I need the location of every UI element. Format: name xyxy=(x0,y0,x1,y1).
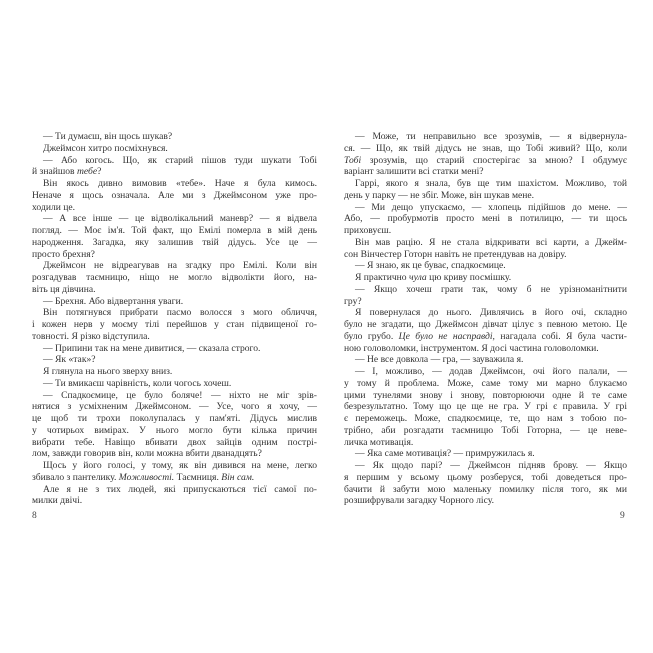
text-segment: і кожен нерв у моєму тілі перейшов у стан підвищеної го- xyxy=(32,319,317,330)
text-segment: Або, — пробурмотів просто мені в потилицю, — ти щось xyxy=(344,213,627,225)
text-line xyxy=(32,296,317,308)
text-segment: трібно, аби розгадати таємницю Тобі Готорна, — це неве- xyxy=(344,424,627,436)
text-line xyxy=(32,190,317,202)
text-segment: — Ми дещо упускаємо, — хлопець підійшов до мене. — xyxy=(355,201,627,213)
text-segment: нагадала собі. Я була части- xyxy=(494,330,628,342)
text-segment: народження. Загадка, яку залишив твій дідусь. Усе це — xyxy=(32,236,317,248)
text-segment: цими тунелями знову і знову, повторюючи одне й те саме xyxy=(344,389,627,401)
text-line xyxy=(32,260,317,272)
text-segment: милки двічі. xyxy=(32,495,83,507)
text-line xyxy=(32,272,317,284)
text-line xyxy=(344,401,627,413)
text-segment: — Яка саме мотивація? — примружилась я. xyxy=(355,448,535,460)
text-segment: Джеймсон не відреагував на згадку про Емілі. Коли він xyxy=(43,260,317,272)
text-line xyxy=(32,390,317,402)
text-line xyxy=(344,331,627,343)
text-segment: я першим у всьому цьому розберуся, тобі доведеться про- xyxy=(344,471,627,483)
text-line xyxy=(344,425,627,437)
text-line xyxy=(344,319,627,331)
text-line xyxy=(32,131,317,143)
text-line xyxy=(344,166,627,178)
text-line xyxy=(344,437,627,449)
text-line xyxy=(32,448,317,460)
text-line xyxy=(32,143,317,155)
text-segment: — Припини так на мене дивитися, — сказала строго. xyxy=(43,342,261,354)
text-segment: у чотирьох вимірах. У нього могло бути кілька причин xyxy=(32,424,317,436)
text-segment: розгадував таємницю, ніщо не могло відволікти його, на- xyxy=(32,272,317,283)
text-line xyxy=(344,249,627,261)
text-segment: бачити й забути мою маленьку помилку після того, як ми xyxy=(344,483,627,495)
text-line xyxy=(32,213,317,225)
text-line xyxy=(344,460,627,472)
text-segment: Він потягнувся прибрати пасмо волосся з мого обличчя, xyxy=(43,307,317,319)
text-line xyxy=(32,331,317,343)
text-segment: — Як щодо парі? — Джеймсон підняв брову. — Якщо xyxy=(355,460,627,471)
text-segment: — Не все довкола — гра, — зауважила я. xyxy=(355,354,524,366)
text-line xyxy=(344,378,627,390)
text-line xyxy=(344,260,627,272)
text-segment: Щось у його голосі, у тому, як він дивився на мене, легко xyxy=(43,460,317,471)
text-segment: сон Вінчестер Готорн навіть не претендував на довіру. xyxy=(344,248,567,260)
text-segment: й знайшов xyxy=(32,166,77,178)
text-line xyxy=(344,366,627,378)
text-segment: ? xyxy=(97,166,102,178)
text-segment: приховуєш. xyxy=(344,225,392,236)
text-line xyxy=(344,390,627,402)
text-line xyxy=(32,378,317,390)
text-segment: Я глянула на нього зверху вниз. xyxy=(43,366,173,377)
text-segment: безрезультатно. Тому що це ще не гра. У грі є правила. У грі xyxy=(344,401,627,413)
text-segment: це щоб ти трохи поколупалась у пам'яті. Дідусь мислив xyxy=(32,413,317,424)
text-segment: — Ти вмикаєш чарівність, коли чогось хочеш. xyxy=(43,377,232,389)
text-line xyxy=(344,284,627,296)
text-segment: — І, можливо, — додав Джеймсон, очі його палали, — xyxy=(355,366,627,377)
text-line xyxy=(344,354,627,366)
text-segment: віть ця дівчина. xyxy=(32,283,96,295)
text-segment: Гаррі, якого я знала, був ще тим шахістом. Можливо, той xyxy=(355,178,627,189)
text-line xyxy=(32,178,317,190)
text-line xyxy=(344,296,627,308)
text-segment: — Я знаю, як це буває, спадкоємице. xyxy=(355,260,506,272)
text-segment: день у парку — не збіг. Може, він шукав мене. xyxy=(344,189,535,201)
text-line xyxy=(32,484,317,496)
text-line xyxy=(344,448,627,460)
text-segment: — Ти думаєш, він щось шукав? xyxy=(43,131,173,142)
text-segment: — Як «так»? xyxy=(43,354,96,366)
page-number-right: 9 xyxy=(620,511,625,521)
text-segment: цю криву посмішку. xyxy=(426,272,512,283)
text-line xyxy=(32,472,317,484)
text-line xyxy=(344,307,627,319)
text-segment: Джеймсон хитро посміхнувся. xyxy=(43,142,168,154)
left-page-text xyxy=(32,131,317,507)
text-line xyxy=(344,131,627,143)
text-line xyxy=(344,155,627,167)
text-segment: вибрати тебе. Навіщо вбивати двох зайців одним пострі- xyxy=(32,436,317,448)
text-segment: розшифрували загадку Чорного лісу. xyxy=(344,495,494,507)
text-line xyxy=(344,495,627,507)
text-line xyxy=(344,413,627,425)
text-segment: є переможець. Може, спадкоємице, те, що нам з тобою по- xyxy=(344,413,627,424)
page-number-left: 8 xyxy=(32,511,37,521)
text-segment: нятися з усміхненим Джеймсоном. — Усе, чого я хочу, — xyxy=(32,401,317,413)
text-segment: личка мотивація. xyxy=(344,436,414,448)
text-line xyxy=(344,213,627,225)
text-line xyxy=(32,495,317,507)
text-line xyxy=(32,343,317,355)
text-segment: Він мав рацію. Я не стала відкривати всі карти, а Джейм- xyxy=(355,236,627,248)
text-segment: лом, завжди говорив він, коли можна вбити дванадцять? xyxy=(32,448,262,460)
text-line xyxy=(32,202,317,214)
italic-text: Це було не насправді, xyxy=(398,330,495,342)
text-segment: Таємниця. xyxy=(174,471,222,483)
text-segment: просто брехня? xyxy=(32,248,95,260)
text-segment: ною головоломки, інструментом. Я досі частина головоломки. xyxy=(344,342,599,354)
text-segment: Я повернулася до нього. Дивлячись в його очі, складно xyxy=(355,307,627,319)
italic-text: Можливості. xyxy=(118,471,175,483)
text-line xyxy=(344,178,627,190)
text-segment: Але я не з тих людей, які припускаються тієї самої по- xyxy=(43,483,317,495)
text-line xyxy=(344,202,627,214)
text-line xyxy=(32,425,317,437)
text-segment: Я практично xyxy=(355,272,410,283)
text-segment: — Якщо хочеш грати так, чому б не урізноманітнити xyxy=(355,283,627,295)
text-line xyxy=(32,155,317,167)
text-line xyxy=(32,401,317,413)
text-line xyxy=(344,343,627,355)
text-line xyxy=(344,237,627,249)
text-line xyxy=(32,437,317,449)
text-segment: зрозумів, що старий спостерігає за мною? І обдумує xyxy=(361,154,627,166)
text-line xyxy=(344,143,627,155)
text-segment: у тому й проблема. Може, саме тому ми марно блукаємо xyxy=(344,377,627,389)
text-segment: погляд. — Моє ім'я. Той факт, що Емілі померла в мій день xyxy=(32,225,317,236)
text-segment: — Може, ти неправильно все зрозумів, — я відвернула- xyxy=(355,131,627,142)
text-line xyxy=(32,166,317,178)
text-segment: — Спадкоємице, це було боляче! — ніхто не міг зрів- xyxy=(43,389,317,401)
text-line xyxy=(32,460,317,472)
text-segment: збивало з пантелику. xyxy=(32,471,119,483)
text-line xyxy=(344,472,627,484)
text-line xyxy=(344,272,627,284)
text-segment: гру? xyxy=(344,295,362,307)
text-segment: ся. — Що, як твій дідусь не знав, що Тобі живий? Що, коли xyxy=(344,142,627,154)
text-line xyxy=(344,225,627,237)
text-line xyxy=(32,307,317,319)
text-line xyxy=(32,413,317,425)
text-segment: ходили це. xyxy=(32,201,76,213)
text-line xyxy=(32,237,317,249)
italic-text: Він сам. xyxy=(221,471,255,483)
text-segment: було грубо. xyxy=(344,330,399,342)
italic-text: Тобі xyxy=(344,154,362,166)
text-segment: Він якось дивно вимовив «тебе». Наче я була кимось. xyxy=(43,178,317,189)
text-line xyxy=(344,190,627,202)
right-page-text xyxy=(344,131,627,507)
italic-text: тебе xyxy=(76,166,98,178)
text-line xyxy=(32,319,317,331)
text-line xyxy=(32,225,317,237)
text-line xyxy=(32,354,317,366)
text-line xyxy=(32,284,317,296)
text-segment: товності. Я різко відступила. xyxy=(32,330,150,342)
text-segment: було не згадати, що Джеймсон дівчат цілує з певною метою. Це xyxy=(344,319,627,330)
italic-text: чула xyxy=(409,272,427,283)
text-segment: Неначе я щось означала. Але ми з Джеймсоном уже про- xyxy=(32,189,317,201)
text-segment: — Або когось. Що, як старий пішов туди шукати Тобі xyxy=(43,154,317,166)
text-line xyxy=(344,484,627,496)
text-segment: — А все інше — це відволікальний маневр? — я відвела xyxy=(43,213,317,225)
text-segment: — Брехня. Або відвертання уваги. xyxy=(43,295,184,307)
text-line xyxy=(32,249,317,261)
text-line xyxy=(32,366,317,378)
text-segment: варіант залишити всі статки мені? xyxy=(344,166,484,178)
